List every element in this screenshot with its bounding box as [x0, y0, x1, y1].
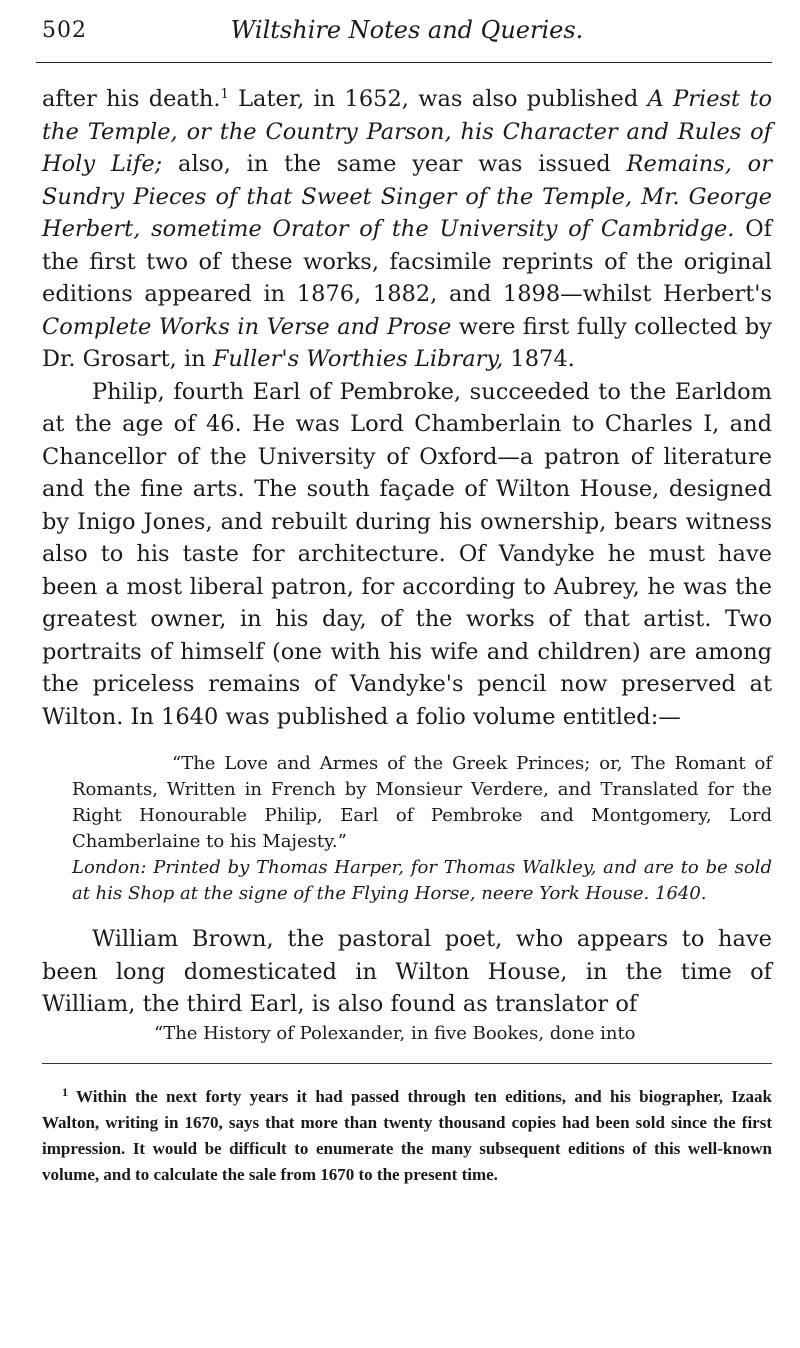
p1-text-4: Of the first two of these works, facsimile reprints of the original editions appeared in 1876, 1882, and 1898—whilst Herbert's [42, 216, 772, 307]
p1-text-5: were first fully collected by Dr. Grosart, in [42, 313, 772, 372]
footnote-rule [42, 1063, 772, 1064]
footnote-marker: 1 [62, 1084, 68, 1099]
quote-title-text: “The Love and Armes of the Greek Princes; or, The Romant of Romants, Written in French by Monsieur Verdere, and Translated for the Right Honourable Philip, Earl of Pembroke and Montgomery, Lord Chamberlaine to his Majesty.” [72, 753, 772, 852]
header-rule [36, 62, 772, 63]
footnote-text: Within the next forty years it had passed through ten editions, and his biographer, Izaak Walton, writing in 1670, says that more than twenty thousand copies had been sold since the first impression. It would be difficult to enumerate the many subsequent editions of this well-known volume, and to calculate the sale from 1670 to the present time. [42, 1086, 772, 1184]
title-remains: Remains, or Sundry Pieces of that Sweet Singer of the Temple, Mr. George Herbert, sometime Orator of the University of Cambridge. [42, 151, 772, 242]
block-quote-polexander: “The History of Polexander, in five Bookes, done into [154, 1022, 636, 1044]
page [42, 10, 772, 1205]
footnote-reference[interactable]: 1 [220, 87, 229, 102]
title-fullers-worthies: Fuller's Worthies Library, [212, 346, 504, 372]
block-quote-love-and-armes [42, 751, 772, 907]
paragraph-philip-pembroke: Philip, fourth Earl of Pembroke, succeeded to the Earldom at the age of 46. He was Lord Chamberlain to Charles I, and Chancellor of the University of Oxford—a patron of literature and the fine arts. The south façade of Wilton House, designed by Inigo Jones, and rebuilt during his ownership, bears witness also to his taste for architecture. Of Vandyke he must have been a most liberal patron, for according to Aubrey, he was the greatest owner, in his day, of the works of that artist. Two portraits of himself (one with his wife and children) are among the priceless remains of Vandyke's pencil now preserved at Wilton. In 1640 was published a folio volume entitled:— [42, 378, 772, 730]
p1-text-2: Later, in 1652, was also published [228, 86, 648, 112]
paragraph-herbert-works [42, 83, 772, 376]
p1-text-6: 1874. [503, 346, 575, 372]
p1-text-1: after his death. [42, 86, 221, 112]
footnote [42, 1084, 772, 1188]
running-head [42, 10, 772, 50]
running-title: Wiltshire Notes and Queries. [230, 16, 584, 44]
p1-text-3: also, in the same year was issued [162, 151, 627, 177]
paragraph-william-brown: William Brown, the pastoral poet, who appears to have been long domesticated in Wilton House, in the time of William, the third Earl, is also found as translator of [42, 926, 772, 1017]
title-complete-works: Complete Works in Verse and Prose [42, 313, 452, 340]
main-text [42, 83, 772, 1047]
quote-imprint: London: Printed by Thomas Harper, for Thomas Walkley, and are to be sold at his Shop at the signe of the Flying Horse, neere York House. 1640. [72, 857, 772, 904]
page-number: 502 [42, 18, 87, 43]
title-priest-to-the-temple: A Priest to the Temple, or the Country Parson, his Character and Rules of Holy Life; [42, 86, 772, 177]
